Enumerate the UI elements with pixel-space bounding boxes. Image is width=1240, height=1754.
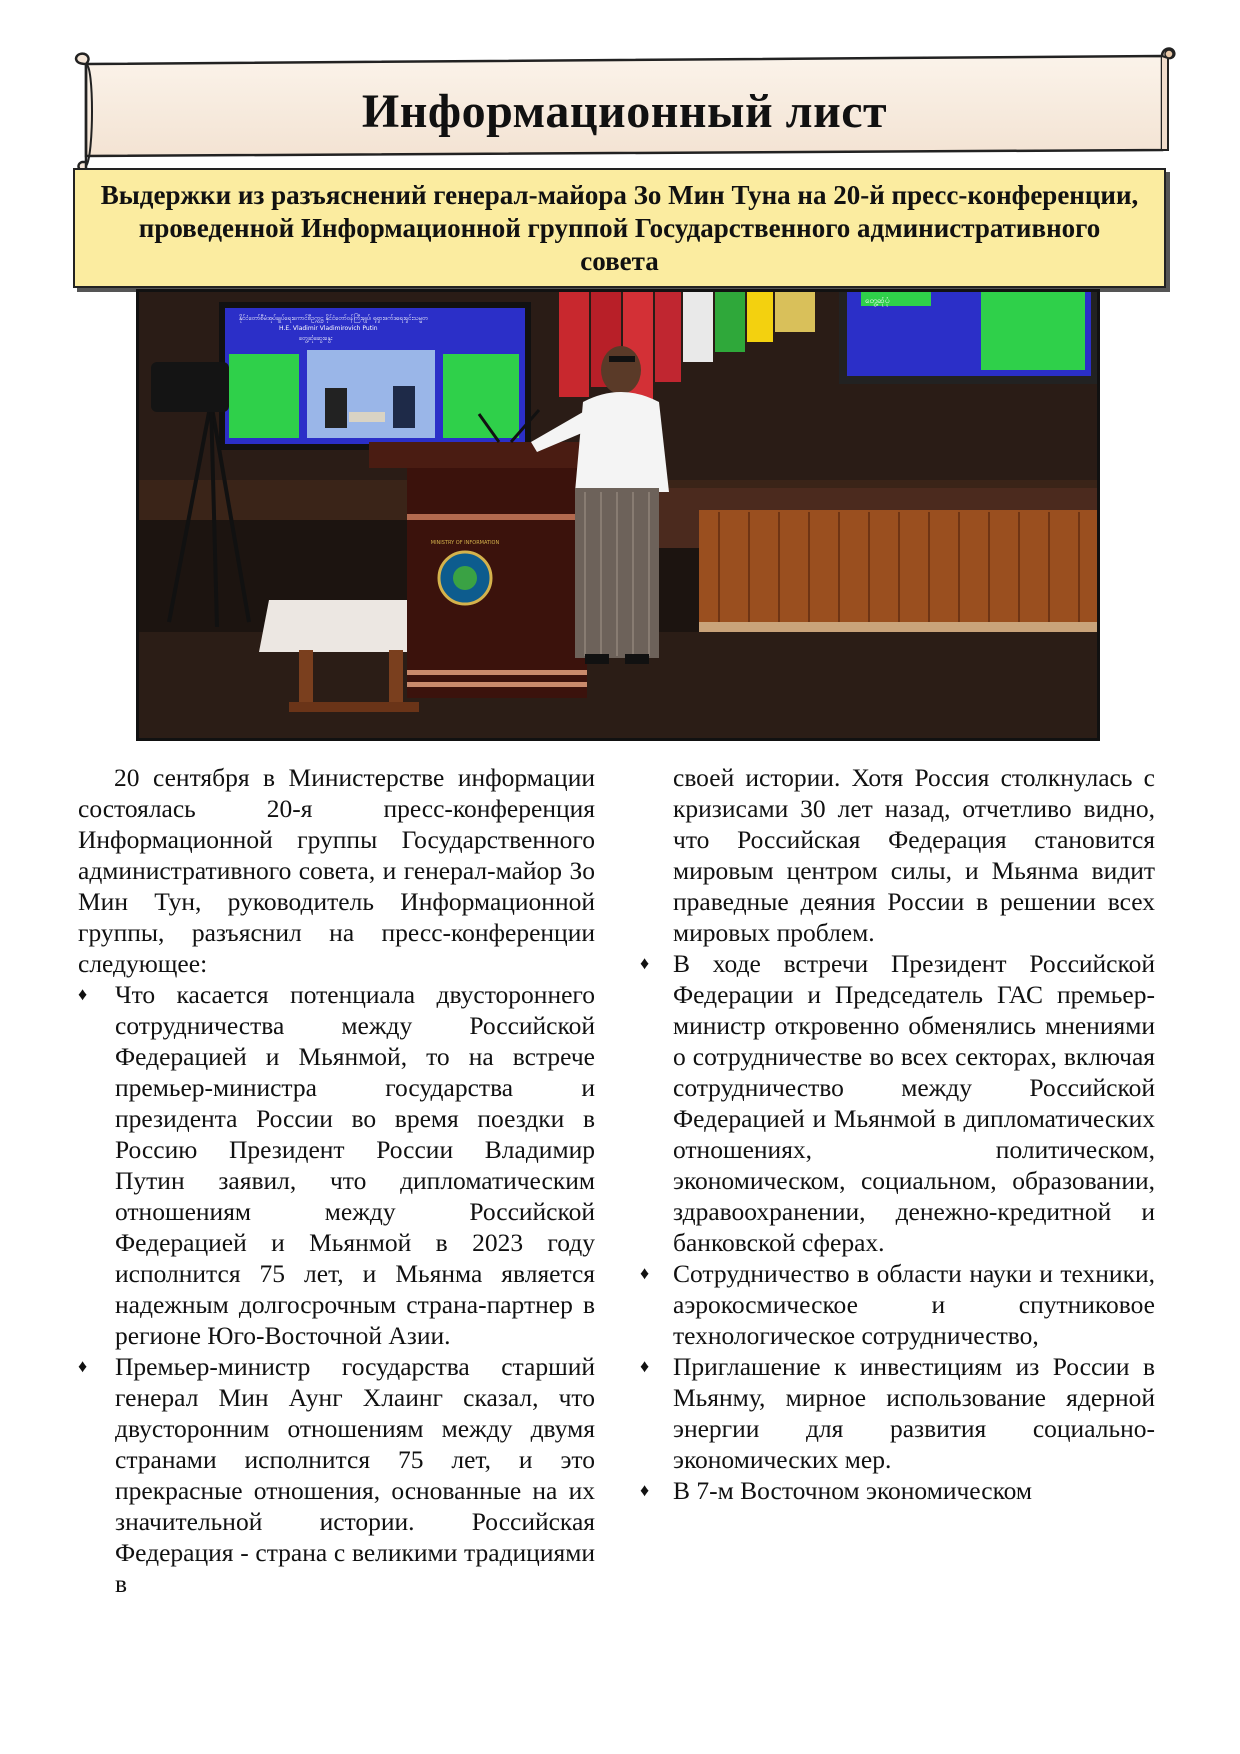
bullet-diamond-icon: ♦ (640, 1480, 650, 1500)
side-screen-label: တွေ့ဆုံပုံ (865, 296, 890, 305)
list-item (78, 1351, 595, 1599)
bullet-diamond-icon: ♦ (78, 1356, 88, 1376)
list-item (640, 1351, 1155, 1475)
bullet-diamond-icon: ♦ (640, 1263, 650, 1283)
bullet-diamond-icon: ♦ (640, 953, 650, 973)
continuation-paragraph: своей истории. Хотя Россия столкнулась с кризисами 30 лет назад, отчетливо видно, что Российская Федерация становится мировым центром силы, и Мьянма видит праведные деяния России в решении всех мировых проблем. (673, 763, 1155, 947)
screen-caption-3: တွေ့ဆုံဆွေးနွေး (299, 335, 333, 342)
scroll-banner (72, 46, 1177, 168)
photo-illustration (139, 292, 1097, 738)
bullet-diamond-icon: ♦ (78, 984, 88, 1004)
podium-emblem-text: MINISTRY OF INFORMATION (430, 540, 500, 546)
left-column (78, 762, 595, 1599)
list-item-text: Что касается потенциала двустороннего сотрудничества между Российской Федерацией и Мьянмой, то на встрече премьер-министра государства и президента России во время поездки в Россию Президент России Владимир Путин заявил, что дипломатическим отношениям между Российской Федерацией и Мьянмой в 2023 году исполнится 75 лет, и Мьянма является надежным долгосрочным страна-партнер в регионе Юго-Восточной Азии. (115, 980, 595, 1350)
intro-paragraph: 20 сентября в Министерстве информации состоялась 20-я пресс-конференция Информационной группы Государственного административного совета, и генерал-майор Зо Мин Тун, руководитель Информационной группы, разъяснил на пресс-конференции следующее: (78, 763, 595, 978)
list-item (640, 1475, 1155, 1506)
right-column (640, 762, 1155, 1506)
screen-caption-2: H.E. Vladimir Vladimirovich Putin (279, 325, 378, 332)
subtitle: Выдержки из разъяснений генерал-майора Зо Мин Туна на 20-й пресс-конференции, проведенной Информационной группой Государственного административного совета (100, 179, 1139, 276)
bullet-diamond-icon: ♦ (640, 1356, 650, 1376)
list-item-text: В ходе встречи Президент Российской Федерации и Председатель ГАС премьер-министр откровенно обменялись мнениями о сотрудничестве во всех секторах, включая сотрудничество между Российской Федерацией и Мьянмой в дипломатических отношениях, политическом, экономическом, социальном, образовании, здравоохранении, денежно-кредитной и банковской сферах. (673, 949, 1155, 1257)
tv-screen (219, 302, 531, 450)
list-item-text: В 7-м Восточном экономическом (673, 1476, 1033, 1505)
page-title: Информационный лист (361, 85, 888, 138)
list-item (640, 1258, 1155, 1351)
list-item (640, 948, 1155, 1258)
subtitle-box (73, 168, 1166, 288)
screen-caption-1: နိုင်ငံတော်စီမံအုပ်ချုပ်ရေးကောင်စီဥက္ကဋ္ဌ နိုင်ငံတော်ဝန်ကြီးချုပ်၊ ရုရှားဖက်ဒရေးရှင်းသမ္မတ (239, 315, 429, 322)
list-item-text: Премьер-министр государства старший генерал Мин Аунг Хлаинг сказал, что двусторонним отношениям между двумя странами исполнится 75 лет, и это прекрасные отношения, основанные на их значительной истории. Российская Федерация - страна с великими традициями в (115, 1352, 595, 1598)
press-conference-photo (136, 289, 1100, 741)
list-item (78, 979, 595, 1351)
list-item-text: Сотрудничество в области науки и техники, аэрокосмическое и спутниковое технологическое сотрудничество, (673, 1259, 1155, 1350)
list-item-text: Приглашение к инвестициям из России в Мьянму, мирное использование ядерной энергии для развития социально-экономических мер. (673, 1352, 1155, 1474)
